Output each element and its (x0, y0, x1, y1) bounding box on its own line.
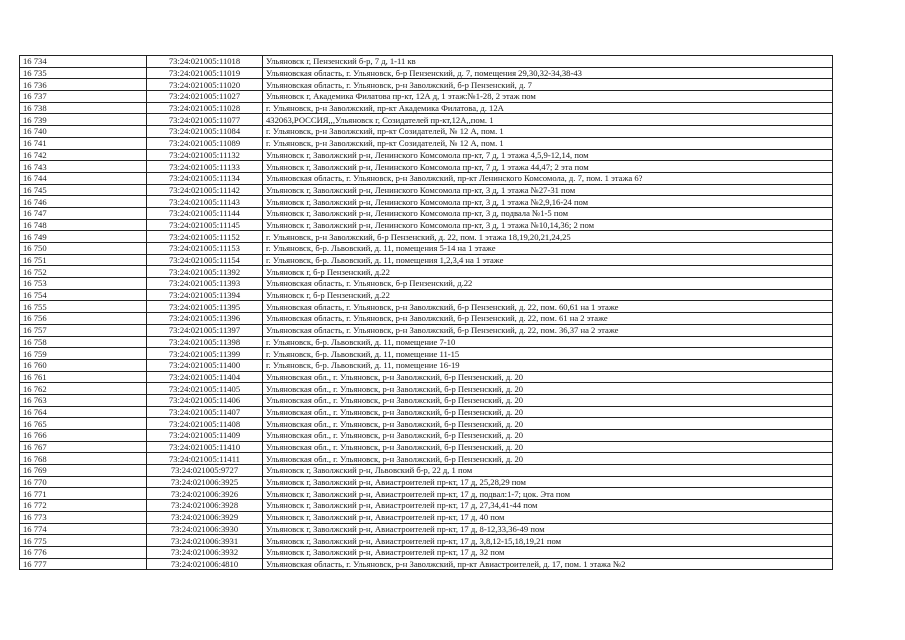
cadastral-number-cell: 73:24:021005:11142 (147, 184, 263, 196)
row-number-cell: 16 751 (20, 254, 147, 266)
address-cell: Ульяновская область, г. Ульяновск, р-н Заволжский, пр-кт Ленинского Комсомола, д. 7, пом. 1 этажа 6? (263, 172, 833, 184)
address-cell: Ульяновск г, б-р Пензенский, д.22 (263, 289, 833, 301)
row-number-cell: 16 762 (20, 383, 147, 395)
address-cell: Ульяновская область, г. Ульяновск, б-р Пензенский, д. 7, помещения 29,30,32-34,38-43 (263, 67, 833, 79)
table-row (20, 56, 833, 68)
cadastral-number-cell: 73:24:021005:11393 (147, 278, 263, 290)
table-row (20, 243, 833, 255)
row-number-cell: 16 758 (20, 336, 147, 348)
cadastral-number-cell: 73:24:021005:11409 (147, 430, 263, 442)
address-cell: Ульяновская обл., г. Ульяновск, р-н Заволжский, б-р Пензенский, д. 20 (263, 406, 833, 418)
cadastral-number-cell: 73:24:021005:11400 (147, 359, 263, 371)
row-number-cell: 16 768 (20, 453, 147, 465)
table-row (20, 394, 833, 406)
cadastral-number-cell: 73:24:021006:3928 (147, 500, 263, 512)
table-row (20, 102, 833, 114)
table-row (20, 359, 833, 371)
address-cell: Ульяновская обл., г. Ульяновск, р-н Заволжский, б-р Пензенский, д. 20 (263, 453, 833, 465)
table-row (20, 546, 833, 558)
address-cell: г. Ульяновск, р-н Заволжский, пр-кт Академика Филатова, д. 12А (263, 102, 833, 114)
address-cell: г. Ульяновск, б-р. Львовский, д. 11, помещения 5-14 на 1 этаже (263, 243, 833, 255)
row-number-cell: 16 767 (20, 441, 147, 453)
table-row (20, 184, 833, 196)
cadastral-table (19, 55, 833, 570)
row-number-cell: 16 764 (20, 406, 147, 418)
cadastral-number-cell: 73:24:021005:11392 (147, 266, 263, 278)
cadastral-number-cell: 73:24:021005:11397 (147, 324, 263, 336)
cadastral-number-cell: 73:24:021005:11153 (147, 243, 263, 255)
cadastral-number-cell: 73:24:021006:3930 (147, 523, 263, 535)
table-row (20, 149, 833, 161)
table-row (20, 500, 833, 512)
address-cell: Ульяновск г, Заволжский р-н, Ленинского Комсомола пр-кт, 7 д, 1 этажа 4,5,9-12,14, пом (263, 149, 833, 161)
cadastral-number-cell: 73:24:021006:3926 (147, 488, 263, 500)
cadastral-number-cell: 73:24:021005:11145 (147, 219, 263, 231)
table-row (20, 383, 833, 395)
row-number-cell: 16 752 (20, 266, 147, 278)
cadastral-number-cell: 73:24:021005:9727 (147, 465, 263, 477)
table-row (20, 348, 833, 360)
cadastral-number-cell: 73:24:021005:11132 (147, 149, 263, 161)
address-cell: Ульяновск г, Заволжский р-н, Авиастроителей пр-кт, 17 д, 8-12,33,36-49 пом (263, 523, 833, 535)
row-number-cell: 16 740 (20, 126, 147, 138)
address-cell: Ульяновск г, Заволжский р-н, Ленинского Комсомола пр-кт, 3 д, 1 этажа №10,14,36; 2 пом (263, 219, 833, 231)
row-number-cell: 16 769 (20, 465, 147, 477)
address-cell: Ульяновск г, Заволжский р-н, Авиастроителей пр-кт, 17 д, 40 пом (263, 511, 833, 523)
table-row (20, 336, 833, 348)
cadastral-number-cell: 73:24:021005:11077 (147, 114, 263, 126)
address-cell: Ульяновск г, Заволжский р-н, Авиастроителей пр-кт, 17 д, подвал:1-7; цок. Эта пом (263, 488, 833, 500)
row-number-cell: 16 743 (20, 161, 147, 173)
cadastral-number-cell: 73:24:021005:11407 (147, 406, 263, 418)
cadastral-number-cell: 73:24:021005:11396 (147, 313, 263, 325)
row-number-cell: 16 747 (20, 207, 147, 219)
table-row (20, 406, 833, 418)
row-number-cell: 16 742 (20, 149, 147, 161)
address-cell: Ульяновск г, Заволжский р-н, Ленинского Комсомола пр-кт, 3 д, 1 этажа №2,9,16-24 пом (263, 196, 833, 208)
row-number-cell: 16 750 (20, 243, 147, 255)
row-number-cell: 16 759 (20, 348, 147, 360)
address-cell: Ульяновск г, Заволжский р-н, Авиастроителей пр-кт, 17 д, 32 пом (263, 546, 833, 558)
row-number-cell: 16 734 (20, 56, 147, 68)
cadastral-number-cell: 73:24:021005:11144 (147, 207, 263, 219)
address-cell: Ульяновская обл., г. Ульяновск, р-н Заволжский, б-р Пензенский, д. 20 (263, 383, 833, 395)
cadastral-number-cell: 73:24:021005:11018 (147, 56, 263, 68)
row-number-cell: 16 763 (20, 394, 147, 406)
address-cell: Ульяновская область, г. Ульяновск, р-н Заволжский, пр-кт Авиастроителей, д. 17, пом. 1 этажа №2 (263, 558, 833, 570)
table-row (20, 254, 833, 266)
row-number-cell: 16 737 (20, 91, 147, 103)
cadastral-number-cell: 73:24:021005:11406 (147, 394, 263, 406)
address-cell: Ульяновская область, г. Ульяновск, б-р Пензенский, д.22 (263, 278, 833, 290)
cadastral-number-cell: 73:24:021005:11133 (147, 161, 263, 173)
table-row (20, 114, 833, 126)
table-row (20, 266, 833, 278)
cadastral-number-cell: 73:24:021006:3931 (147, 535, 263, 547)
row-number-cell: 16 761 (20, 371, 147, 383)
table-row (20, 523, 833, 535)
address-cell: Ульяновская область, г. Ульяновск, р-н Заволжский, б-р Пензенский, д. 22, пом. 61 на 2 этаже (263, 313, 833, 325)
cadastral-number-cell: 73:24:021005:11154 (147, 254, 263, 266)
address-cell: Ульяновская область, г. Ульяновск, р-н Заволжский, б-р Пензенский, д. 22, пом. 60,61 на 1 этаже (263, 301, 833, 313)
row-number-cell: 16 738 (20, 102, 147, 114)
address-cell: Ульяновск г, Заволжский р-н, Ленинского Комсомола пр-кт, 3 д, подвала №1-5 пом (263, 207, 833, 219)
cadastral-number-cell: 73:24:021006:3929 (147, 511, 263, 523)
row-number-cell: 16 772 (20, 500, 147, 512)
cadastral-number-cell: 73:24:021005:11027 (147, 91, 263, 103)
row-number-cell: 16 756 (20, 313, 147, 325)
row-number-cell: 16 753 (20, 278, 147, 290)
table-row (20, 126, 833, 138)
table-row (20, 172, 833, 184)
row-number-cell: 16 736 (20, 79, 147, 91)
table-row (20, 453, 833, 465)
row-number-cell: 16 735 (20, 67, 147, 79)
row-number-cell: 16 749 (20, 231, 147, 243)
row-number-cell: 16 754 (20, 289, 147, 301)
table-row (20, 371, 833, 383)
address-cell: Ульяновск г, Заволжский р-н, Львовский б-р, 22 д, 1 пом (263, 465, 833, 477)
table-row (20, 91, 833, 103)
cadastral-number-cell: 73:24:021005:11398 (147, 336, 263, 348)
address-cell: Ульяновск г, Заволжский р-н, Авиастроителей пр-кт, 17 д, 25,28,29 пом (263, 476, 833, 488)
table-row (20, 137, 833, 149)
row-number-cell: 16 775 (20, 535, 147, 547)
table-row (20, 476, 833, 488)
address-cell: Ульяновск г, Заволжский р-н, Авиастроителей пр-кт, 17 д, 27,34,41-44 пом (263, 500, 833, 512)
address-cell: Ульяновская область, г. Ульяновск, р-н Заволжский, б-р Пензенский, д. 22, пом. 36,37 на 2 этаже (263, 324, 833, 336)
cadastral-number-cell: 73:24:021005:11404 (147, 371, 263, 383)
address-cell: г. Ульяновск, р-н Заволжский, пр-кт Созидателей, № 12 А, пом. 1 (263, 126, 833, 138)
address-cell: г. Ульяновск, р-н Заволжский, б-р Пензенский, д. 22, пом. 1 этажа 18,19,20,21,24,25 (263, 231, 833, 243)
table-row (20, 67, 833, 79)
row-number-cell: 16 748 (20, 219, 147, 231)
table-row (20, 511, 833, 523)
cadastral-number-cell: 73:24:021005:11143 (147, 196, 263, 208)
table-row (20, 207, 833, 219)
cadastral-number-cell: 73:24:021005:11084 (147, 126, 263, 138)
address-cell: Ульяновская обл., г. Ульяновск, р-н Заволжский, б-р Пензенский, д. 20 (263, 430, 833, 442)
cadastral-number-cell: 73:24:021005:11399 (147, 348, 263, 360)
address-cell: Ульяновск г, б-р Пензенский, д.22 (263, 266, 833, 278)
row-number-cell: 16 774 (20, 523, 147, 535)
row-number-cell: 16 741 (20, 137, 147, 149)
cadastral-number-cell: 73:24:021005:11152 (147, 231, 263, 243)
row-number-cell: 16 755 (20, 301, 147, 313)
row-number-cell: 16 757 (20, 324, 147, 336)
cadastral-number-cell: 73:24:021005:11411 (147, 453, 263, 465)
row-number-cell: 16 773 (20, 511, 147, 523)
table-row (20, 278, 833, 290)
address-cell: г. Ульяновск, б-р. Львовский, д. 11, помещение 7-10 (263, 336, 833, 348)
row-number-cell: 16 766 (20, 430, 147, 442)
cadastral-number-cell: 73:24:021005:11019 (147, 67, 263, 79)
table-row (20, 79, 833, 91)
table-row (20, 535, 833, 547)
address-cell: Ульяновск г, Заволжский р-н, Ленинского Комсомола пр-кт, 7 д, 1 этажа 44,47; 2 эта пом (263, 161, 833, 173)
table-row (20, 430, 833, 442)
address-cell: Ульяновск г, Заволжский р-н, Ленинского Комсомола пр-кт, 3 д, 1 этажа №27-31 пом (263, 184, 833, 196)
row-number-cell: 16 776 (20, 546, 147, 558)
row-number-cell: 16 746 (20, 196, 147, 208)
address-cell: Ульяновская обл., г. Ульяновск, р-н Заволжский, б-р Пензенский, д. 20 (263, 394, 833, 406)
table-row (20, 289, 833, 301)
table-row (20, 301, 833, 313)
table-row (20, 418, 833, 430)
address-cell: Ульяновск г, Заволжский р-н, Авиастроителей пр-кт, 17 д, 3,8,12-15,18,19,21 пом (263, 535, 833, 547)
cadastral-number-cell: 73:24:021006:4810 (147, 558, 263, 570)
cadastral-number-cell: 73:24:021005:11405 (147, 383, 263, 395)
row-number-cell: 16 744 (20, 172, 147, 184)
row-number-cell: 16 770 (20, 476, 147, 488)
table-row (20, 441, 833, 453)
table-body (20, 56, 833, 570)
row-number-cell: 16 771 (20, 488, 147, 500)
address-cell: Ульяновская обл., г. Ульяновск, р-н Заволжский, б-р Пензенский, д. 20 (263, 418, 833, 430)
address-cell: г. Ульяновск, б-р. Львовский, д. 11, помещение 16-19 (263, 359, 833, 371)
address-cell: Ульяновск г, Академика Филатова пр-кт, 12А д, 1 этаж:№1-28, 2 этаж пом (263, 91, 833, 103)
row-number-cell: 16 739 (20, 114, 147, 126)
cadastral-number-cell: 73:24:021005:11395 (147, 301, 263, 313)
cadastral-number-cell: 73:24:021005:11394 (147, 289, 263, 301)
cadastral-number-cell: 73:24:021005:11408 (147, 418, 263, 430)
cadastral-number-cell: 73:24:021005:11134 (147, 172, 263, 184)
table-row (20, 161, 833, 173)
table-row (20, 488, 833, 500)
cadastral-number-cell: 73:24:021005:11028 (147, 102, 263, 114)
row-number-cell: 16 765 (20, 418, 147, 430)
address-cell: г. Ульяновск, б-р. Львовский, д. 11, помещения 1,2,3,4 на 1 этаже (263, 254, 833, 266)
address-cell: 432063,РОССИЯ,,,Ульяновск г, Созидателей пр-кт,12А,,пом. 1 (263, 114, 833, 126)
address-cell: Ульяновская обл., г. Ульяновск, р-н Заволжский, б-р Пензенский, д. 20 (263, 441, 833, 453)
row-number-cell: 16 760 (20, 359, 147, 371)
cadastral-number-cell: 73:24:021005:11410 (147, 441, 263, 453)
address-cell: г. Ульяновск, р-н Заволжский, пр-кт Созидателей, № 12 А, пом. 1 (263, 137, 833, 149)
address-cell: Ульяновская область, г. Ульяновск, р-н Заволжский, б-р Пензенский, д. 7 (263, 79, 833, 91)
table-row (20, 231, 833, 243)
cadastral-number-cell: 73:24:021005:11089 (147, 137, 263, 149)
cadastral-number-cell: 73:24:021005:11020 (147, 79, 263, 91)
row-number-cell: 16 745 (20, 184, 147, 196)
address-cell: Ульяновская обл., г. Ульяновск, р-н Заволжский, б-р Пензенский, д. 20 (263, 371, 833, 383)
address-cell: Ульяновск г, Пензенский б-р, 7 д, 1-11 кв (263, 56, 833, 68)
table-row (20, 558, 833, 570)
table-row (20, 219, 833, 231)
cadastral-number-cell: 73:24:021006:3925 (147, 476, 263, 488)
table-row (20, 313, 833, 325)
address-cell: г. Ульяновск, б-р. Львовский, д. 11, помещение 11-15 (263, 348, 833, 360)
table-row (20, 324, 833, 336)
table-row (20, 196, 833, 208)
cadastral-number-cell: 73:24:021006:3932 (147, 546, 263, 558)
row-number-cell: 16 777 (20, 558, 147, 570)
table-row (20, 465, 833, 477)
